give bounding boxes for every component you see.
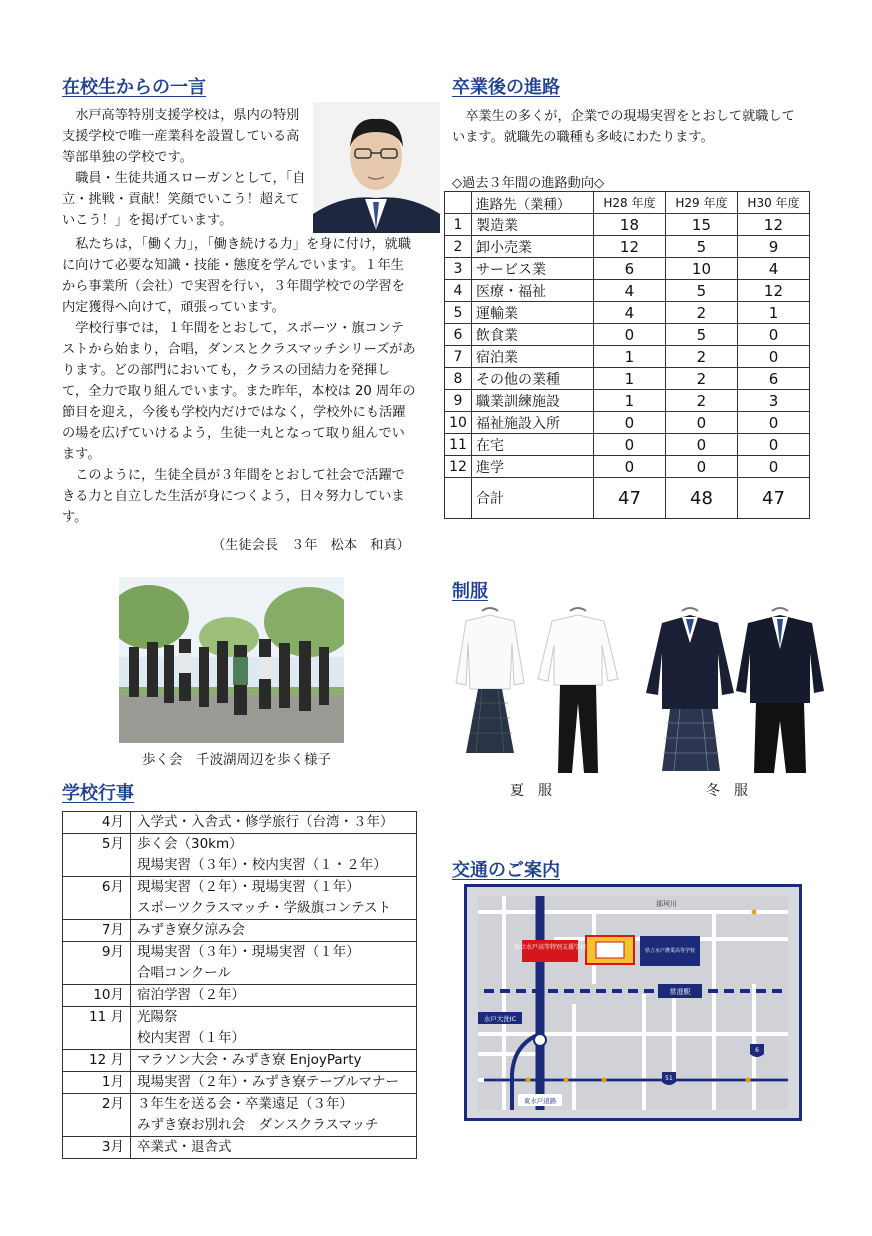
career-row-number: 10 (445, 412, 472, 434)
career-intro-text: 卒業生の多くが，企業での現場実習をとおして就職しています。就職先の職種も多岐にわたります。 (452, 109, 795, 145)
event-line: みずき寮お別れ会 ダンスクラスマッチ (137, 1117, 379, 1133)
career-total-value: 47 (737, 478, 809, 519)
map-station-label: 常澄駅 (669, 988, 691, 996)
event-description (131, 1050, 417, 1072)
event-month: 1月 (63, 1072, 131, 1094)
career-value: 2 (665, 346, 737, 368)
career-year-header: H29 年度 (665, 192, 737, 214)
career-row-number: 4 (445, 280, 472, 302)
career-value: 0 (737, 434, 809, 456)
career-value: 1 (593, 346, 665, 368)
events-table (62, 811, 417, 1159)
event-row (63, 877, 417, 920)
event-description (131, 1137, 417, 1159)
career-value: 4 (737, 258, 809, 280)
career-no-header (445, 192, 472, 214)
career-table-title: ◇過去３年間の進路動向◇ (452, 176, 605, 191)
event-row (63, 1094, 417, 1137)
events-heading: 学校行事 (62, 783, 134, 804)
career-row (445, 324, 810, 346)
access-heading: 交通のご案内 (452, 860, 560, 881)
event-line: みずき寮夕涼み会 (137, 922, 245, 938)
career-category: 医療・福祉 (472, 280, 594, 302)
event-line: 宿泊学習（２年） (137, 987, 245, 1003)
event-description (131, 942, 417, 985)
career-value: 0 (737, 324, 809, 346)
event-description (131, 1007, 417, 1050)
career-value: 0 (737, 412, 809, 434)
career-category-header: 進路先（業種） (472, 192, 594, 214)
greeting-signature: （生徒会長 ３年 松本 和真） (212, 538, 410, 553)
career-value: 0 (593, 434, 665, 456)
event-line: 光陽祭 (137, 1009, 178, 1025)
event-description (131, 834, 417, 877)
greeting-paragraph: 学校行事では，１年間をとおして，スポーツ・旗コンテストから始まり，合唱，ダンスとクラスマッチシリーズがあります。どの部門においても，クラスの団結力を発揮して，全力で取り組んでいます。また昨年，本校は 20 周年の節目を迎え，今後も学校内だけではなく，学校外にも活躍の場を広げていけるよう，生徒一丸となって取り組んでいます。 (62, 321, 416, 462)
career-value: 0 (665, 434, 737, 456)
career-row (445, 214, 810, 236)
career-value: 0 (593, 456, 665, 478)
career-row (445, 368, 810, 390)
access-map (464, 884, 802, 1121)
event-description (131, 1072, 417, 1094)
career-value: 0 (665, 456, 737, 478)
event-row (63, 812, 417, 834)
greeting-paragraph: 水戸高等特別支援学校は，県内の特別支援学校で唯一産業科を設置している高等部単独の学校です。 (62, 108, 300, 165)
greeting-paragraph: 私たちは，「働く力」，「働き続ける力」を身に付け，就職に向けて必要な知識・技能・態度を学んでいます。１年生から事業所（会社）で実習を行い，３年間学校での学習を内定獲得へ向けて，頑張っています。 (62, 237, 411, 315)
career-value: 18 (593, 214, 665, 236)
event-month: 4月 (63, 812, 131, 834)
career-value: 2 (665, 302, 737, 324)
career-total-value: 47 (593, 478, 665, 519)
career-value: 0 (593, 412, 665, 434)
career-value: 2 (665, 368, 737, 390)
walk-photo-caption: 歩く会 千波湖周辺を歩く様子 (142, 752, 331, 768)
career-value: 5 (665, 236, 737, 258)
career-row-number: 12 (445, 456, 472, 478)
career-value: 1 (737, 302, 809, 324)
career-value: 1 (593, 368, 665, 390)
event-month: 9月 (63, 942, 131, 985)
winter-uniform-photo (644, 603, 824, 775)
event-line: マラソン大会・みずき寮 EnjoyParty (137, 1052, 362, 1068)
career-value: 0 (593, 324, 665, 346)
event-description (131, 920, 417, 942)
event-line: 現場実習（２年）・現場実習（１年） (137, 879, 360, 895)
career-value: 6 (737, 368, 809, 390)
career-total-label: 合計 (472, 478, 594, 519)
uniform-heading: 制服 (452, 581, 488, 602)
map-road-label: 東水戸道路 (523, 1097, 557, 1105)
career-value: 15 (665, 214, 737, 236)
career-category: 在宅 (472, 434, 594, 456)
event-line: 合唱コンクール (137, 965, 231, 981)
event-month: 12 月 (63, 1050, 131, 1072)
career-value: 12 (737, 214, 809, 236)
career-year-header: H30 年度 (737, 192, 809, 214)
event-line: 卒業式・退舎式 (137, 1139, 232, 1155)
event-row (63, 1007, 417, 1050)
event-row (63, 920, 417, 942)
event-line: 現場実習（３年）・校内実習（１・２年） (137, 857, 387, 873)
event-line: 歩く会（30km） (137, 836, 243, 852)
event-month: 10月 (63, 985, 131, 1007)
career-row (445, 456, 810, 478)
career-intro (452, 106, 808, 148)
career-category: サービス業 (472, 258, 594, 280)
career-row-number: 6 (445, 324, 472, 346)
career-heading: 卒業後の進路 (452, 77, 560, 98)
career-value: 1 (593, 390, 665, 412)
map-ic-label: 水戸大洗IC (483, 1015, 517, 1023)
career-row (445, 236, 810, 258)
event-month: 5月 (63, 834, 131, 877)
career-total-row (445, 478, 810, 519)
event-line: スポーツクラスマッチ・学級旗コンテスト (137, 900, 392, 916)
career-header-row (445, 192, 810, 214)
student-photo (313, 102, 440, 233)
career-row (445, 412, 810, 434)
career-category: 飲食業 (472, 324, 594, 346)
career-value: 9 (737, 236, 809, 258)
career-year-header: H28 年度 (593, 192, 665, 214)
career-value: 0 (737, 346, 809, 368)
greeting-heading: 在校生からの一言 (62, 77, 206, 98)
career-category: 進学 (472, 456, 594, 478)
summer-uniform-label: 夏 服 (510, 783, 552, 799)
event-month: 11 月 (63, 1007, 131, 1050)
event-row (63, 1050, 417, 1072)
map-route-6: 6 (755, 1047, 759, 1054)
career-total-value: 48 (665, 478, 737, 519)
career-row (445, 302, 810, 324)
event-month: 2月 (63, 1094, 131, 1137)
career-value: 12 (737, 280, 809, 302)
greeting-text-top (62, 105, 306, 231)
career-value: 3 (737, 390, 809, 412)
career-value: 2 (665, 390, 737, 412)
career-row-number: 7 (445, 346, 472, 368)
career-value: 0 (737, 456, 809, 478)
event-month: 6月 (63, 877, 131, 920)
career-category: その他の業種 (472, 368, 594, 390)
greeting-paragraph: このように，生徒全員が３年間をとおして社会で活躍できる力と自立した生活が身につくよう，日々努力しています。 (62, 468, 405, 525)
career-value: 4 (593, 302, 665, 324)
career-total-blank (445, 478, 472, 519)
event-line: 現場実習（３年）・現場実習（１年） (137, 944, 360, 960)
event-row (63, 942, 417, 985)
winter-uniform-label: 冬 服 (706, 783, 748, 799)
career-category: 職業訓練施設 (472, 390, 594, 412)
event-row (63, 1137, 417, 1159)
event-description (131, 877, 417, 920)
career-value: 0 (665, 412, 737, 434)
greeting-text-bottom (62, 234, 416, 528)
career-category: 運輸業 (472, 302, 594, 324)
career-category: 福祉施設入所 (472, 412, 594, 434)
event-line: 入学式・入舎式・修学旅行（台湾・３年） (137, 814, 394, 830)
career-row-number: 8 (445, 368, 472, 390)
career-value: 10 (665, 258, 737, 280)
event-month: 3月 (63, 1137, 131, 1159)
map-river-label: 那珂川 (656, 900, 677, 908)
event-row (63, 1072, 417, 1094)
map-neighbor-label: 県立水戸農業高等学校 (644, 948, 696, 954)
map-school-label: 県立水戸高等特別支援学校 (513, 944, 587, 951)
event-line: 現場実習（２年）・みずき寮テーブルマナー (137, 1074, 400, 1090)
career-table (444, 191, 810, 519)
summer-uniform-photo (452, 603, 634, 775)
career-value: 6 (593, 258, 665, 280)
career-value: 5 (665, 280, 737, 302)
career-row-number: 1 (445, 214, 472, 236)
event-row (63, 834, 417, 877)
greeting-paragraph: 職員・生徒共通スローガンとして，「自立・挑戦・貢献！笑顔でいこう！超えていこう！」を掲げています。 (62, 171, 306, 228)
career-row-number: 2 (445, 236, 472, 258)
career-row-number: 5 (445, 302, 472, 324)
career-row (445, 346, 810, 368)
career-category: 製造業 (472, 214, 594, 236)
event-line: ３年生を送る会・卒業遠足（３年） (137, 1096, 353, 1112)
career-row (445, 258, 810, 280)
career-value: 12 (593, 236, 665, 258)
career-row-number: 9 (445, 390, 472, 412)
event-month: 7月 (63, 920, 131, 942)
career-row-number: 3 (445, 258, 472, 280)
career-row (445, 390, 810, 412)
career-row (445, 434, 810, 456)
career-value: 5 (665, 324, 737, 346)
map-route-51: 51 (665, 1075, 673, 1082)
career-row-number: 11 (445, 434, 472, 456)
event-description (131, 1094, 417, 1137)
career-category: 卸小売業 (472, 236, 594, 258)
event-description (131, 985, 417, 1007)
event-description (131, 812, 417, 834)
career-row (445, 280, 810, 302)
walk-event-photo (119, 577, 344, 743)
career-value: 4 (593, 280, 665, 302)
career-category: 宿泊業 (472, 346, 594, 368)
event-row (63, 985, 417, 1007)
event-line: 校内実習（１年） (137, 1030, 245, 1046)
